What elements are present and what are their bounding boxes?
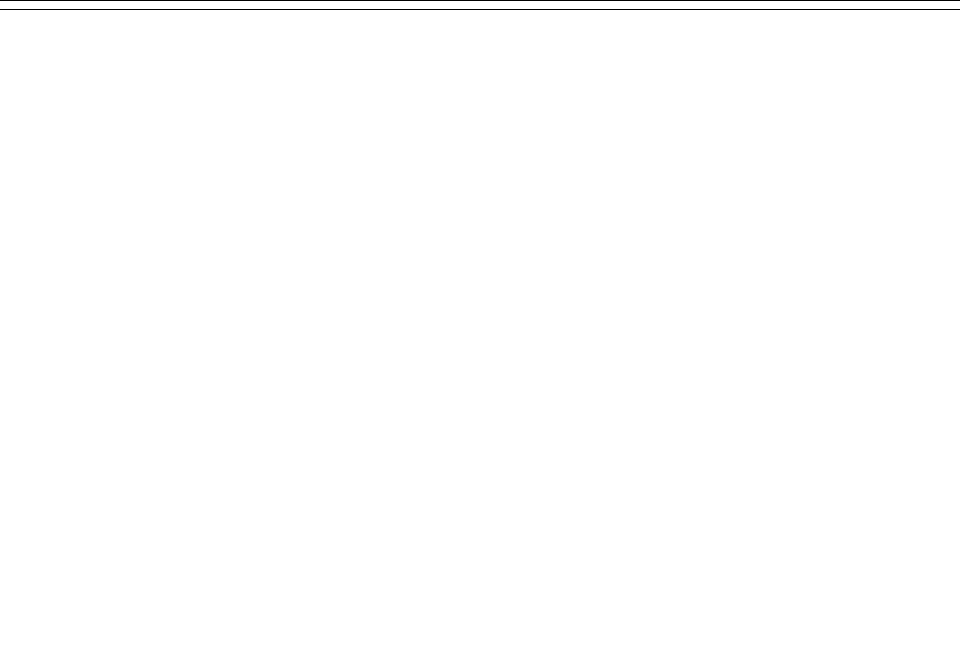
column-number-header xyxy=(0,0,960,10)
